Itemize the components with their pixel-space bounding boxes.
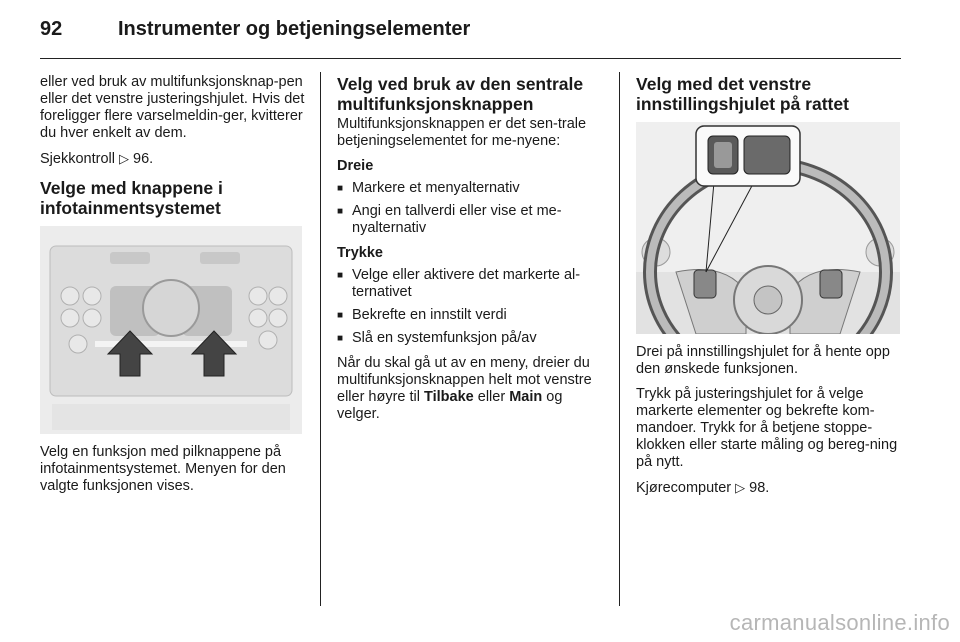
checklist-page: 96. <box>133 151 154 167</box>
exit-text-2: eller <box>477 389 506 405</box>
list-item: ■ Slå en systemfunksjon på/av <box>337 330 607 347</box>
exit-text-1: Når du skal gå ut av en meny, dreier du multifunksjonsknappen helt mot venstre eller høyre til <box>337 355 592 405</box>
tilbake-label: Tilbake <box>424 389 474 405</box>
list-item: ■ Markere et menyalternativ <box>337 180 607 197</box>
page-number: 92 <box>40 18 63 40</box>
exit-text-3: og velger. <box>337 389 563 422</box>
column-divider-1 <box>320 72 321 606</box>
list-item: ■ Velge eller aktivere det markerte al-ternativet <box>337 267 607 301</box>
figure-caption: Velg en funksjon med pilknappene på infotainmentsystemet. Menyen for den valgte funksjonen vises. <box>40 444 286 494</box>
instruction-press: Trykk på justeringshjulet for å velge markerte elementer og bekrefte kom-mandoer. Trykk for å betjene stoppe-klokken eller starte måling og bereg-ning på nytt. <box>636 386 898 470</box>
page-title: Instrumenter og betjeningselementer <box>118 18 471 40</box>
section-heading-steering-wheel: Velg med det venstre innstillingshjulet på rattet <box>636 74 849 114</box>
intro-paragraph: eller ved bruk av multifunksjonsknap-pen eller det venstre justeringshjulet. Hvis det foreligger flere varselmeldin-ger, kvitterer du hver enkelt av dem. <box>40 74 305 141</box>
column-2 <box>337 74 607 431</box>
trip-computer-reference <box>636 479 902 497</box>
list-item: ■ Angi en tallverdi eller vise et me-nyalternativ <box>337 203 607 237</box>
exit-menu-paragraph <box>337 355 607 423</box>
turn-heading: Dreie <box>337 158 374 174</box>
section-heading-multifunction: Velg ved bruk av den sentrale multifunksjonsknappen <box>337 74 584 114</box>
reference-arrow-icon: ▷ <box>735 480 746 495</box>
trip-text: Kjørecomputer <box>636 480 732 496</box>
column-1 <box>40 74 305 503</box>
steering-wheel-illustration <box>636 122 900 334</box>
list-item: ■ Bekrefte en innstilt verdi <box>337 307 607 324</box>
checklist-text: Sjekkontroll <box>40 151 115 167</box>
infotainment-illustration <box>40 226 302 434</box>
watermark: carmanualsonline.info <box>729 610 950 635</box>
multifunction-intro: Multifunksjonsknappen er det sen-trale betjeningselementet for me-nyene: <box>337 116 587 149</box>
reference-arrow-icon: ▷ <box>118 151 129 166</box>
press-heading: Trykke <box>337 245 383 261</box>
instruction-turn: Drei på innstillingshjulet for å hente opp den ønskede funksjonen. <box>636 344 890 377</box>
trip-page: 98. <box>749 480 770 496</box>
column-3 <box>636 74 902 505</box>
main-label: Main <box>509 389 543 405</box>
section-heading-infotainment: Velge med knappene i infotainmentsystemet <box>40 178 223 218</box>
page-header <box>40 18 470 48</box>
checklist-reference <box>40 150 305 168</box>
press-list <box>337 267 607 347</box>
header-divider <box>40 58 901 59</box>
column-divider-2 <box>619 72 620 606</box>
turn-list <box>337 180 607 237</box>
